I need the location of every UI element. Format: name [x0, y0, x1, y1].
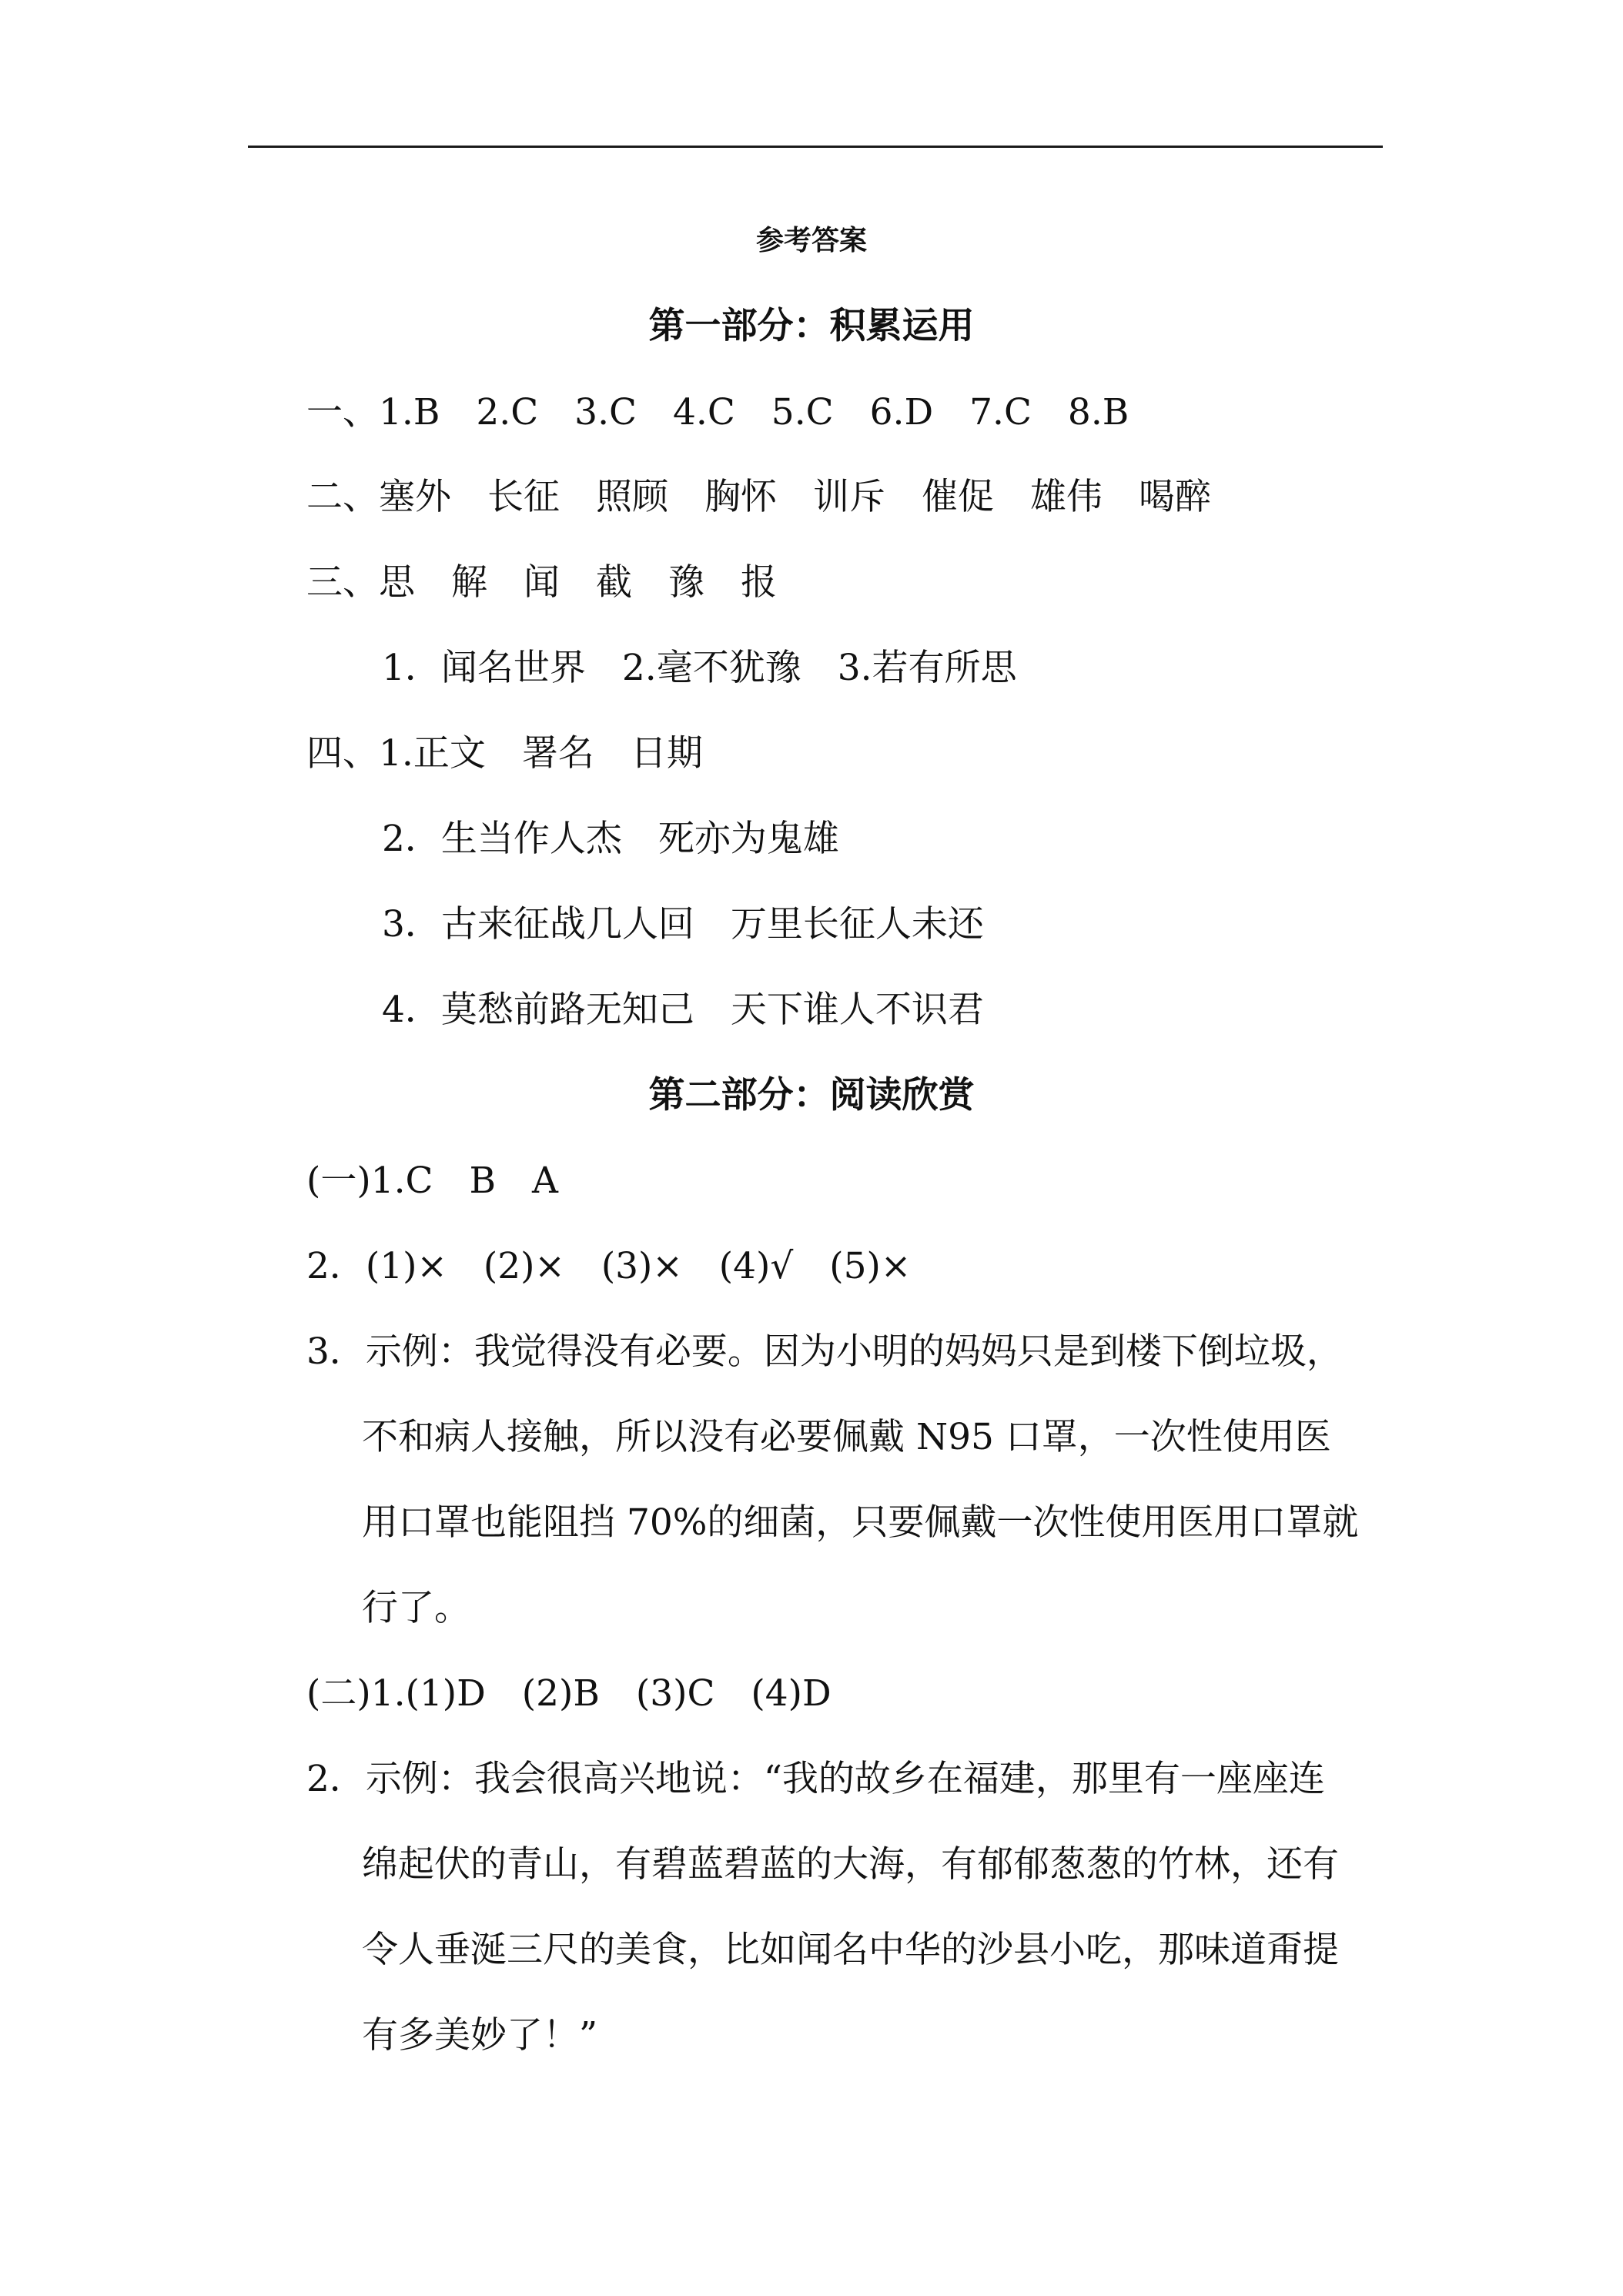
answer-q2: 二、塞外 长征 照顾 胸怀 训斥 催促 雄伟 喝醉 — [306, 476, 1211, 518]
answer-q1: 一、1.B 2.C 3.C 4.C 5.C 6.D 7.C 8.B — [306, 391, 1129, 433]
answer-q4: 四、1.正文 署名 日期 — [306, 732, 703, 775]
answer-q3-sub: 1．闻名世界 2.毫不犹豫 3.若有所思 — [382, 647, 1017, 689]
section-heading-part1: 第一部分：积累运用 — [648, 305, 975, 347]
header-rule — [248, 146, 1383, 148]
reading1-q3-line1: 3．示例：我觉得没有必要。因为小明的妈妈只是到楼下倒垃圾， — [306, 1330, 1343, 1373]
reading2-q2-line1: 2．示例：我会很高兴地说：“我的故乡在福建，那里有一座座连 — [306, 1758, 1325, 1800]
answer-q4-3: 3．古来征战几人回 万里长征人未还 — [382, 903, 984, 946]
reading1-q3-line4: 行了。 — [362, 1587, 470, 1629]
reading2-q2-line2: 绵起伏的青山，有碧蓝碧蓝的大海，有郁郁葱葱的竹林，还有 — [362, 1843, 1339, 1886]
section-heading-part2: 第二部分：阅读欣赏 — [648, 1074, 975, 1116]
reading2-q2-line3: 令人垂涎三尺的美食，比如闻名中华的沙县小吃，那味道甭提 — [362, 1929, 1339, 1971]
answer-q4-4: 4．莫愁前路无知己 天下谁人不识君 — [382, 989, 984, 1031]
answer-q4-2: 2．生当作人杰 死亦为鬼雄 — [382, 818, 839, 860]
reading2-q1: (二)1.(1)D (2)B (3)C (4)D — [306, 1672, 832, 1715]
answer-q3: 三、思 解 闻 截 豫 报 — [306, 561, 777, 604]
reading2-q2-line4: 有多美妙了！” — [362, 2014, 598, 2057]
reading1-q1: (一)1.C B A — [306, 1160, 558, 1202]
reading1-q3-line2: 不和病人接触，所以没有必要佩戴 N95 口罩，一次性使用医 — [362, 1416, 1331, 1458]
reading1-q3-line3: 用口罩也能阻挡 70%的细菌，只要佩戴一次性使用医用口罩就 — [362, 1501, 1359, 1544]
page-title: 参考答案 — [755, 225, 867, 256]
reading1-q2: 2．(1)× (2)× (3)× (4)√ (5)× — [306, 1245, 912, 1287]
